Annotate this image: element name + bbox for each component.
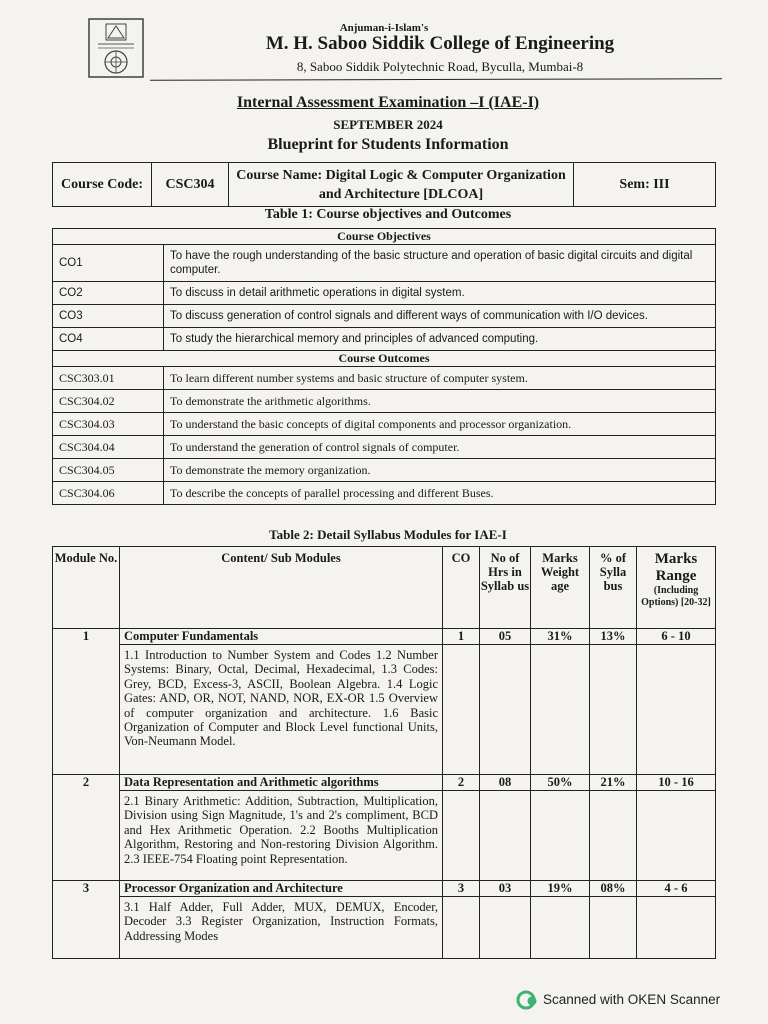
outcome-id: CSC304.02 (53, 390, 164, 413)
objectives-outcomes-table (52, 228, 716, 505)
module-no: 2 (53, 775, 120, 881)
header-weightage: Marks Weight age (531, 547, 590, 629)
module-content-row (53, 791, 716, 881)
objective-text: To discuss generation of control signals and different ways of communication with I/O devices. (164, 305, 716, 328)
objective-id: CO1 (53, 245, 164, 282)
header-marks-range (637, 547, 716, 629)
outcome-id: CSC304.04 (53, 436, 164, 459)
college-name: M. H. Saboo Siddik College of Engineering (265, 33, 615, 54)
marks-range-label: Marks Range (654, 551, 698, 584)
module-hrs: 03 (480, 881, 531, 897)
objective-id: CO2 (53, 282, 164, 305)
module-content: 2.1 Binary Arithmetic: Addition, Subtraction, Multiplication, Division using Sign Magnitude, 1's and 2's compliment, BCD and Hex Arithmetic Operation. 2.2 Booths Multiplication Algorithm, Restoring and Non-restoring Division Algorithm. 2.3 IEEE-754 Floating point Representation. (120, 791, 443, 881)
blueprint-title: Blueprint for Students Information (267, 136, 509, 153)
objectives-heading: Course Objectives (53, 229, 716, 245)
objective-id: CO4 (53, 328, 164, 351)
module-title: Data Representation and Arithmetic algorithms (120, 775, 443, 791)
table-row (53, 459, 716, 482)
outcome-text: To demonstrate the arithmetic algorithms. (164, 390, 716, 413)
header-row (53, 547, 716, 629)
module-pct: 13% (590, 629, 637, 645)
course-code-label: Course Code: (53, 163, 152, 207)
module-row (53, 881, 716, 897)
module-row (53, 775, 716, 791)
table-row (53, 245, 716, 282)
module-pct: 08% (590, 881, 637, 897)
module-hrs: 08 (480, 775, 531, 791)
table2-caption: Table 2: Detail Syllabus Modules for IAE-I (269, 527, 507, 542)
outcome-text: To understand the generation of control signals of computer. (164, 436, 716, 459)
module-row (53, 629, 716, 645)
module-no: 1 (53, 629, 120, 775)
module-range: 4 - 6 (637, 881, 716, 897)
college-address: 8, Saboo Siddik Polytechnic Road, Byculla, Mumbai-8 (296, 59, 584, 74)
table-row (53, 390, 716, 413)
module-weightage: 19% (531, 881, 590, 897)
table-row (53, 282, 716, 305)
table-row (53, 436, 716, 459)
outcomes-heading: Course Outcomes (53, 351, 716, 367)
module-title: Computer Fundamentals (120, 629, 443, 645)
module-content: 3.1 Half Adder, Full Adder, MUX, DEMUX, Encoder, Decoder 3.3 Register Organization, Instruction Formats, Addressing Modes (120, 897, 443, 959)
marks-range-note: (Including Options) [20-32] (641, 585, 711, 608)
scanner-text: Scanned with OKEN Scanner (543, 992, 721, 1007)
college-logo (88, 18, 144, 78)
module-title: Processor Organization and Architecture (120, 881, 443, 897)
module-content-row (53, 897, 716, 959)
header-hrs: No of Hrs in Syllab us (480, 547, 531, 629)
course-code: CSC304 (152, 163, 229, 207)
exam-month: SEPTEMBER 2024 (333, 117, 443, 132)
header-content: Content/ Sub Modules (120, 547, 443, 629)
outcome-text: To learn different number systems and basic structure of computer system. (164, 367, 716, 390)
module-range: 10 - 16 (637, 775, 716, 791)
module-range: 6 - 10 (637, 629, 716, 645)
table-row (53, 413, 716, 436)
oken-scanner-icon (516, 990, 538, 1010)
module-content: 1.1 Introduction to Number System and Codes 1.2 Number Systems: Binary, Octal, Decimal, Hexadecimal, 1.3 Codes: Grey, BCD, Excess-3, ASCII, Boolean Algebra. 1.4 Logic Gates: AND, OR, NOT, NAND, NOR, EX-OR 1.5 Overview of computer organization and architecture. 1.6 Basic Organization of Computer and Block Level functional Units, Von-Neumann Model. (120, 645, 443, 775)
table1-caption: Table 1: Course objectives and Outcomes (264, 207, 512, 222)
module-pct: 21% (590, 775, 637, 791)
outcome-text: To demonstrate the memory organization. (164, 459, 716, 482)
table-row (53, 328, 716, 351)
header-pct: % of Sylla bus (590, 547, 637, 629)
module-co: 3 (443, 881, 480, 897)
module-content-row (53, 645, 716, 775)
module-weightage: 31% (531, 629, 590, 645)
table-row (53, 367, 716, 390)
organization-name: Anjuman-i-Islam's (339, 22, 429, 34)
outcome-text: To describe the concepts of parallel processing and different Buses. (164, 482, 716, 505)
scanner-watermark (516, 989, 766, 1013)
table-row (53, 305, 716, 328)
outcome-id: CSC303.01 (53, 367, 164, 390)
module-hrs: 05 (480, 629, 531, 645)
outcome-id: CSC304.03 (53, 413, 164, 436)
module-weightage: 50% (531, 775, 590, 791)
module-co: 2 (443, 775, 480, 791)
header-module-no: Module No. (53, 547, 120, 629)
objective-text: To have the rough understanding of the basic structure and operation of basic digital circuits and digital computer. (164, 245, 716, 282)
course-name: Course Name: Digital Logic & Computer Organization and Architecture [DLCOA] (229, 163, 574, 207)
objective-text: To study the hierarchical memory and principles of advanced computing. (164, 328, 716, 351)
outcome-id: CSC304.05 (53, 459, 164, 482)
module-co: 1 (443, 629, 480, 645)
semester: Sem: III (574, 163, 716, 207)
course-info-table (52, 162, 716, 207)
outcome-text: To understand the basic concepts of digital components and processor organization. (164, 413, 716, 436)
header-co: CO (443, 547, 480, 629)
syllabus-table (52, 546, 716, 959)
header-divider (150, 78, 722, 80)
objective-id: CO3 (53, 305, 164, 328)
outcome-id: CSC304.06 (53, 482, 164, 505)
table-row (53, 482, 716, 505)
objective-text: To discuss in detail arithmetic operations in digital system. (164, 282, 716, 305)
module-no: 3 (53, 881, 120, 959)
exam-title: Internal Assessment Examination –I (IAE-I) (236, 94, 540, 111)
